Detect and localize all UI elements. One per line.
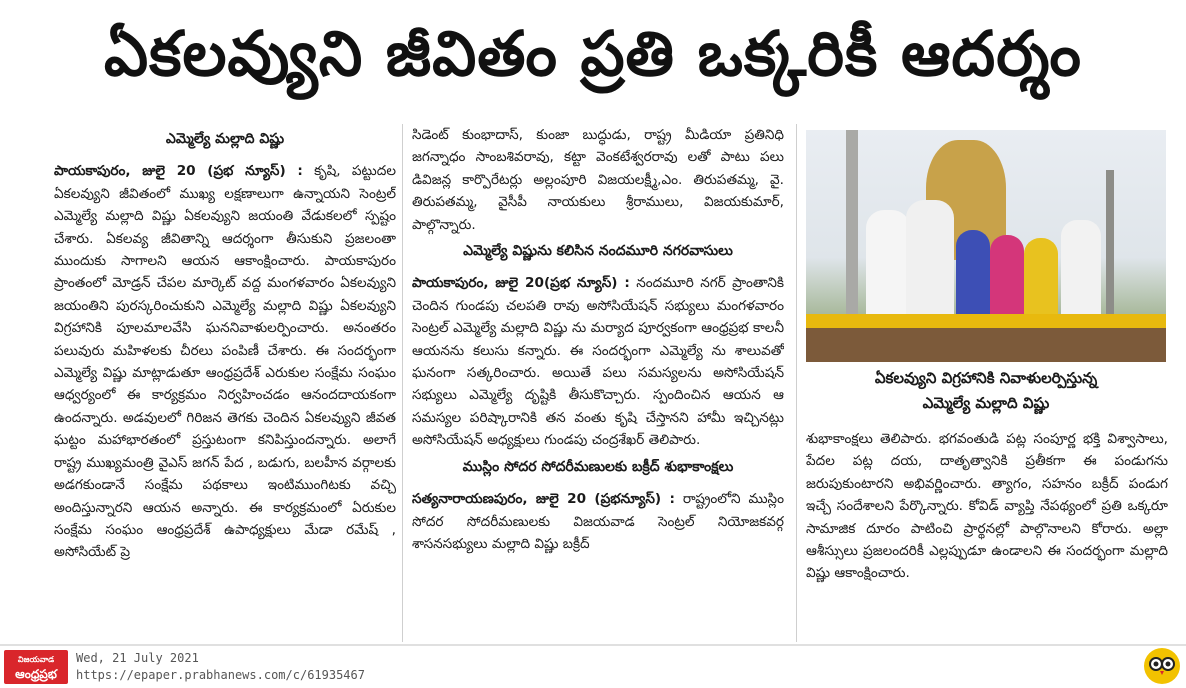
story2-dateline: పాయకాపురం, జులై 20(ప్రభ న్యూస్) :	[412, 275, 630, 292]
photo-caption	[806, 366, 1166, 422]
andhraprabha-logo[interactable]	[4, 650, 68, 684]
news-photo	[806, 130, 1166, 362]
edition-date: Wed, 21 July 2021	[76, 651, 199, 665]
column-divider	[796, 124, 797, 642]
article-column-3	[806, 428, 1168, 640]
story2-text: నందమూరి నగర్ ప్రాంతానికి చెందిన గుండపు చలపతి రావు అసోసియేషన్ సభ్యులు మంగళవారం సెంట్రల్ ఎమ్మెల్యే మల్లాది విష్ణు ను మర్యాద పూర్వకంగా ఆంధ్రప్రభ కాలనీ ఆయనను కలుసు కన్నారు. ఈ సందర్భంగా ఎమ్మెల్యే ను శాలువతో ఘనంగా సత్కరించారు. అయితే పలు సమస్యలను అసోసియేషన్ సభ్యులు ఎమ్మెల్యే దృష్టికి తీసుకొచ్చారు. స్పందించిన ఆయన ఆ సమస్యల పరిష్కారానికి తన వంతు కృషి చేస్తానని హామీ ఇచ్చినట్లు అసోసియేషన్ అధ్యక్షులు గుండపు చంద్రశేఖర్ తెలిపారు.	[412, 275, 784, 449]
logo-name: ఆంధ్రప్రభ	[15, 667, 57, 681]
story3-dateline: సత్యనారాయణపురం, జులై 20 (ప్రభన్యూస్) :	[412, 491, 675, 508]
story2-body	[412, 272, 784, 451]
story3-subhead: ముస్లిం సోదర సోదరీమణులకు బక్రీద్ శుభాకాంక్షలు	[462, 458, 734, 475]
story-dateline: పాయకాపురం, జులై 20 (ప్రభ న్యూస్) :	[54, 163, 303, 180]
owl-icon[interactable]	[1144, 648, 1180, 684]
logo-edition: విజయవాడ	[17, 655, 55, 664]
story3-body	[412, 488, 784, 555]
story-body	[54, 160, 396, 563]
story3-continuation: శుభాకాంక్షలు తెలిపారు. భగవంతుడి పట్ల సంపూర్ణ భక్తి విశ్వాసాలు, పేదల పట్ల దయ, దాతృత్వానికి ప్రతీకగా ఈ పండుగను జరుపుకుంటారని అభివర్ణించారు. త్యాగం, సహనం బక్రీద్ పండుగ ఇచ్చే సందేశాలని పేర్కొన్నారు. కోవిడ్ వ్యాప్తి నేపథ్యంలో ప్రతి ఒక్కరూ సామాజిక దూరం పాటించి ప్రార్థనల్లో పాల్గొనాలని కోరారు. అల్లా ఆశీస్సులు ప్రజలందరికీ ఎల్లప్పుడూ ఉండాలని ఈ సందర్భంగా మల్లాది విష్ణు ఆకాంక్షించారు.	[806, 431, 1168, 582]
headline: ఏకలవ్యుని జీవితం ప్రతి ఒక్కరికీ ఆదర్శం	[104, 17, 1082, 90]
story2-subhead: ఎమ్మెల్యే విష్ణును కలిసిన నందమూరి నగరవాసులు	[463, 243, 733, 260]
caption-line-2: ఎమ్మెల్యే మల్లాది విష్ణు	[922, 394, 1050, 412]
footer	[0, 644, 1186, 686]
platform-shape	[806, 326, 1166, 362]
article-column-2	[412, 124, 784, 644]
story-text: కృషి, పట్టుదల ఏకలవ్యుని జీవితంలో ముఖ్య లక్షణాలుగా ఉన్నాయని సెంట్రల్ ఎమ్మెల్యే మల్లాది విష్ణు ఏకలవ్యుని జయంతి వేడుకలలో స్పష్టం చేశారు. ఏకలవ్య జీవితాన్ని ఆదర్శంగా తీసుకుని ప్రజలంతా ముందుకు సాగాలని ఆయన ఆకాంక్షించారు. పాయకాపురం ప్రాంతంలో మోడ్రన్ చేపల మార్కెట్ వద్ద మంగళవారం ఏకలవ్యుని జయంతిని పురస్కరించుకుని ఎమ్మెల్యే మల్లాది విష్ణు ఏకలవ్యుని విగ్రహానికి పూలమాలవేసి ఘననివాళులర్పించారు. అనంతరం పలువురు మహిళలకు చీరలు పంపిణీ చేశారు. ఈ సందర్భంగా ఎమ్మెల్యే విష్ణు మాట్లాడుతూ ఆంధ్రప్రదేశ్ ఎరుకుల సంక్షేమ సంఘం ఆధ్వర్యంలో ఈ కార్యక్రమం నిర్వహించడం ఆనందదాయకంగా ఉందన్నారు. అడవులలో గిరిజన తెగకు చెందిన ఏకలవ్యుని జీవత ఘట్టం మహాభారతంలో ప్రస్తుటంగా కనిపిస్తుందన్నారు. అలాగే రాష్ట్ర ముఖ్యమంత్రి వైఎస్ జగన్ పేద , బడుగు, బలహీన వర్గాలకు అడగకుండానే సంక్షేమ పథకాలు ఇంటిముంగిటకు వచ్చి అందిస్తున్నారని ఆయన అన్నారు. ఈ కార్యక్రమంలో ఏరుకుల సంక్షేమ సంఘం ఆంధ్రప్రదేశ్ ఉపాధ్యక్షులు మేడా రమేష్ , అసోసియేట్ ప్రె	[54, 163, 396, 561]
article-column-1	[54, 124, 396, 644]
epaper-url[interactable]: https://epaper.prabhanews.com/c/61935467	[76, 668, 365, 682]
person-shape	[866, 210, 910, 330]
garland-shape	[806, 314, 1166, 328]
column-divider	[402, 124, 403, 642]
story3-text: రాష్ట్రంలోని ముస్లిం సోదర సోదరీమణులకు విజయవాడ సెంట్రల్ నియోజకవర్గ శాసనసభ్యులు మల్లాది విష్ణు బక్రీద్	[412, 491, 784, 552]
story-continuation: సిడెంట్ కుంభాదాస్, కుంజా బుద్ధుడు, రాష్ట్ర మీడియా ప్రతినిధి జగన్నాధం సాంబశివరావు, కట్టా వెంకటేశ్వరరావు లతో పాటు పలు డివిజన్ల కార్పొరేటర్లు అల్లంపూరి విజయలక్ష్మీ,ఎం. తిరుపతమ్మ, వై. తిరుపతమ్మ, వైసీపీ నాయకులు శ్రీరాములు, విజయకుమార్, పాల్గొన్నారు.	[412, 127, 784, 233]
story-subhead: ఎమ్మెల్యే మల్లాది విష్ణు	[165, 131, 285, 147]
caption-line-1: ఏకలవ్యుని విగ్రహానికి నివాళులర్పిస్తున్న	[874, 369, 1098, 387]
footer-meta	[76, 650, 365, 684]
